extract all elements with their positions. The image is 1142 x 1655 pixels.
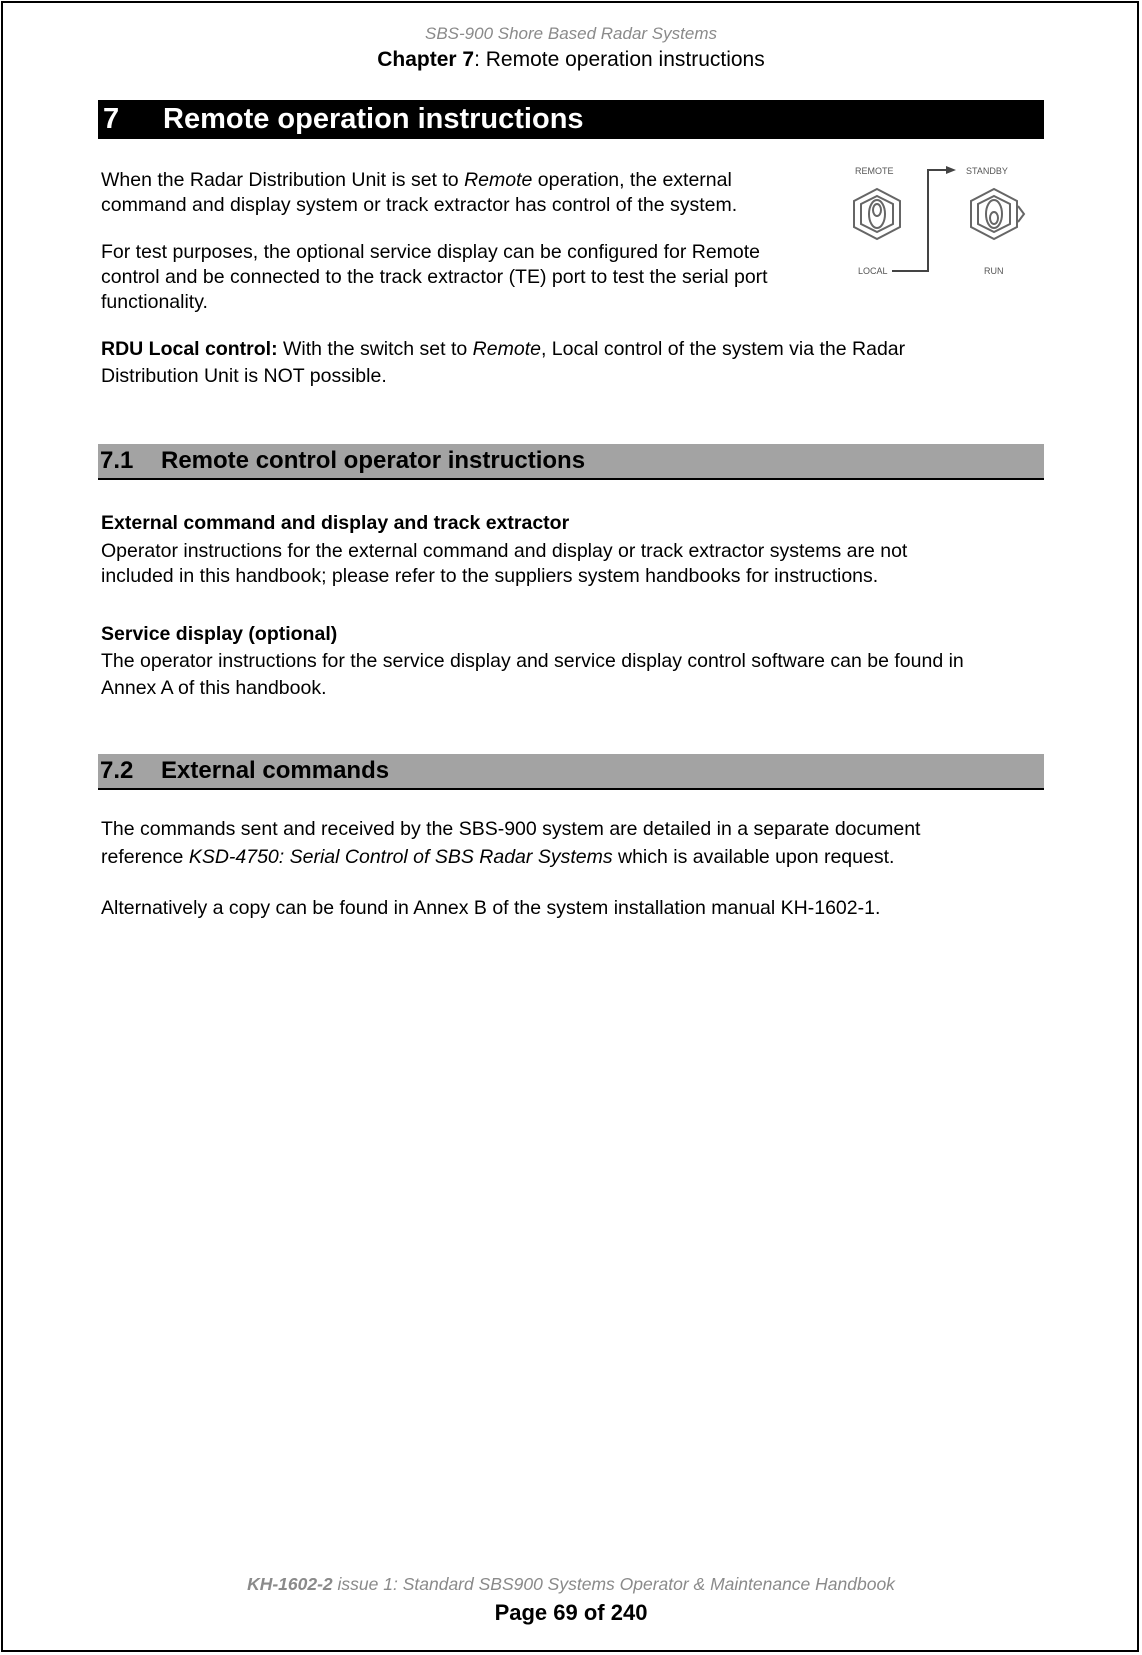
section-number: 7.2 xyxy=(100,757,134,784)
annex-b-paragraph: Alternatively a copy can be found in Annex B of the system installation manual KH-1602-1. xyxy=(101,897,881,919)
label-remote: REMOTE xyxy=(855,166,894,176)
running-header-chapter xyxy=(0,48,1142,72)
remote-standby-switch-diagram xyxy=(836,164,1036,282)
section-title: Remote operation instructions xyxy=(163,103,584,135)
text-run: , Local control of the system via the Radar xyxy=(540,338,906,360)
intro-paragraph xyxy=(101,168,737,218)
section-7-1-heading xyxy=(98,444,1044,480)
label-standby: STANDBY xyxy=(966,166,1008,176)
section-title: Remote control operator instructions xyxy=(161,447,586,474)
text-run: reference xyxy=(101,846,189,868)
rdu-local-control-label: RDU Local control: xyxy=(101,338,278,360)
text-run: control and be connected to the track extractor (TE) port to test the serial port xyxy=(101,266,768,288)
emphasis-remote: Remote xyxy=(464,169,533,191)
test-purpose-paragraph xyxy=(101,240,768,315)
section-number: 7.1 xyxy=(100,447,134,474)
label-local: LOCAL xyxy=(858,266,888,276)
text-run: included in this handbook; please refer to the suppliers system handbooks for instructions. xyxy=(101,565,879,587)
text-run: operation, the external xyxy=(532,169,732,191)
label-run: RUN xyxy=(984,266,1004,276)
text-run: command and display system or track extractor has control of the system. xyxy=(101,194,738,216)
section-7-2-heading xyxy=(98,754,1044,790)
text-run: When the Radar Distribution Unit is set to xyxy=(101,169,465,191)
page-number: Page 69 of 240 xyxy=(494,1600,648,1625)
doc-id: KH-1602-2 xyxy=(247,1574,333,1594)
running-header-title: SBS-900 Shore Based Radar Systems xyxy=(425,24,717,43)
text-run: Distribution Unit is NOT possible. xyxy=(101,365,387,387)
external-command-paragraph xyxy=(101,539,907,589)
service-display-paragraph xyxy=(101,648,964,702)
standby-run-switch-icon xyxy=(971,189,1024,239)
remote-local-switch-icon xyxy=(854,189,900,239)
text-run: which is available upon request. xyxy=(612,846,895,868)
chapter-title: : Remote operation instructions xyxy=(474,48,765,71)
text-run: functionality. xyxy=(101,291,208,313)
text-run: The commands sent and received by the SBS-900 system are detailed in a separate document xyxy=(101,818,921,840)
rdu-local-control-paragraph xyxy=(101,336,905,390)
text-run: Operator instructions for the external command and display or track extractor systems are not xyxy=(101,540,908,562)
subheading-service-display: Service display (optional) xyxy=(101,623,338,645)
running-footer-doc xyxy=(0,1574,1142,1595)
subheading-external-command: External command and display and track extractor xyxy=(101,512,570,534)
text-run: Annex A of this handbook. xyxy=(101,677,327,699)
emphasis-remote: Remote xyxy=(472,338,541,360)
section-title: External commands xyxy=(161,757,390,784)
section-number: 7 xyxy=(103,103,120,135)
text-run: The operator instructions for the service display and service display control software can be found in xyxy=(101,650,964,672)
text-run: With the switch set to xyxy=(277,338,473,360)
chapter-label: Chapter 7 xyxy=(377,48,475,71)
document-reference: KSD-4750: Serial Control of SBS Radar Systems xyxy=(188,846,613,868)
external-commands-paragraph xyxy=(101,815,920,871)
text-run: For test purposes, the optional service display can be configured for Remote xyxy=(101,241,761,263)
doc-description: issue 1: Standard SBS900 Systems Operator & Maintenance Handbook xyxy=(332,1574,895,1594)
section-7-heading xyxy=(98,100,1044,139)
arrow-icon xyxy=(946,166,956,174)
